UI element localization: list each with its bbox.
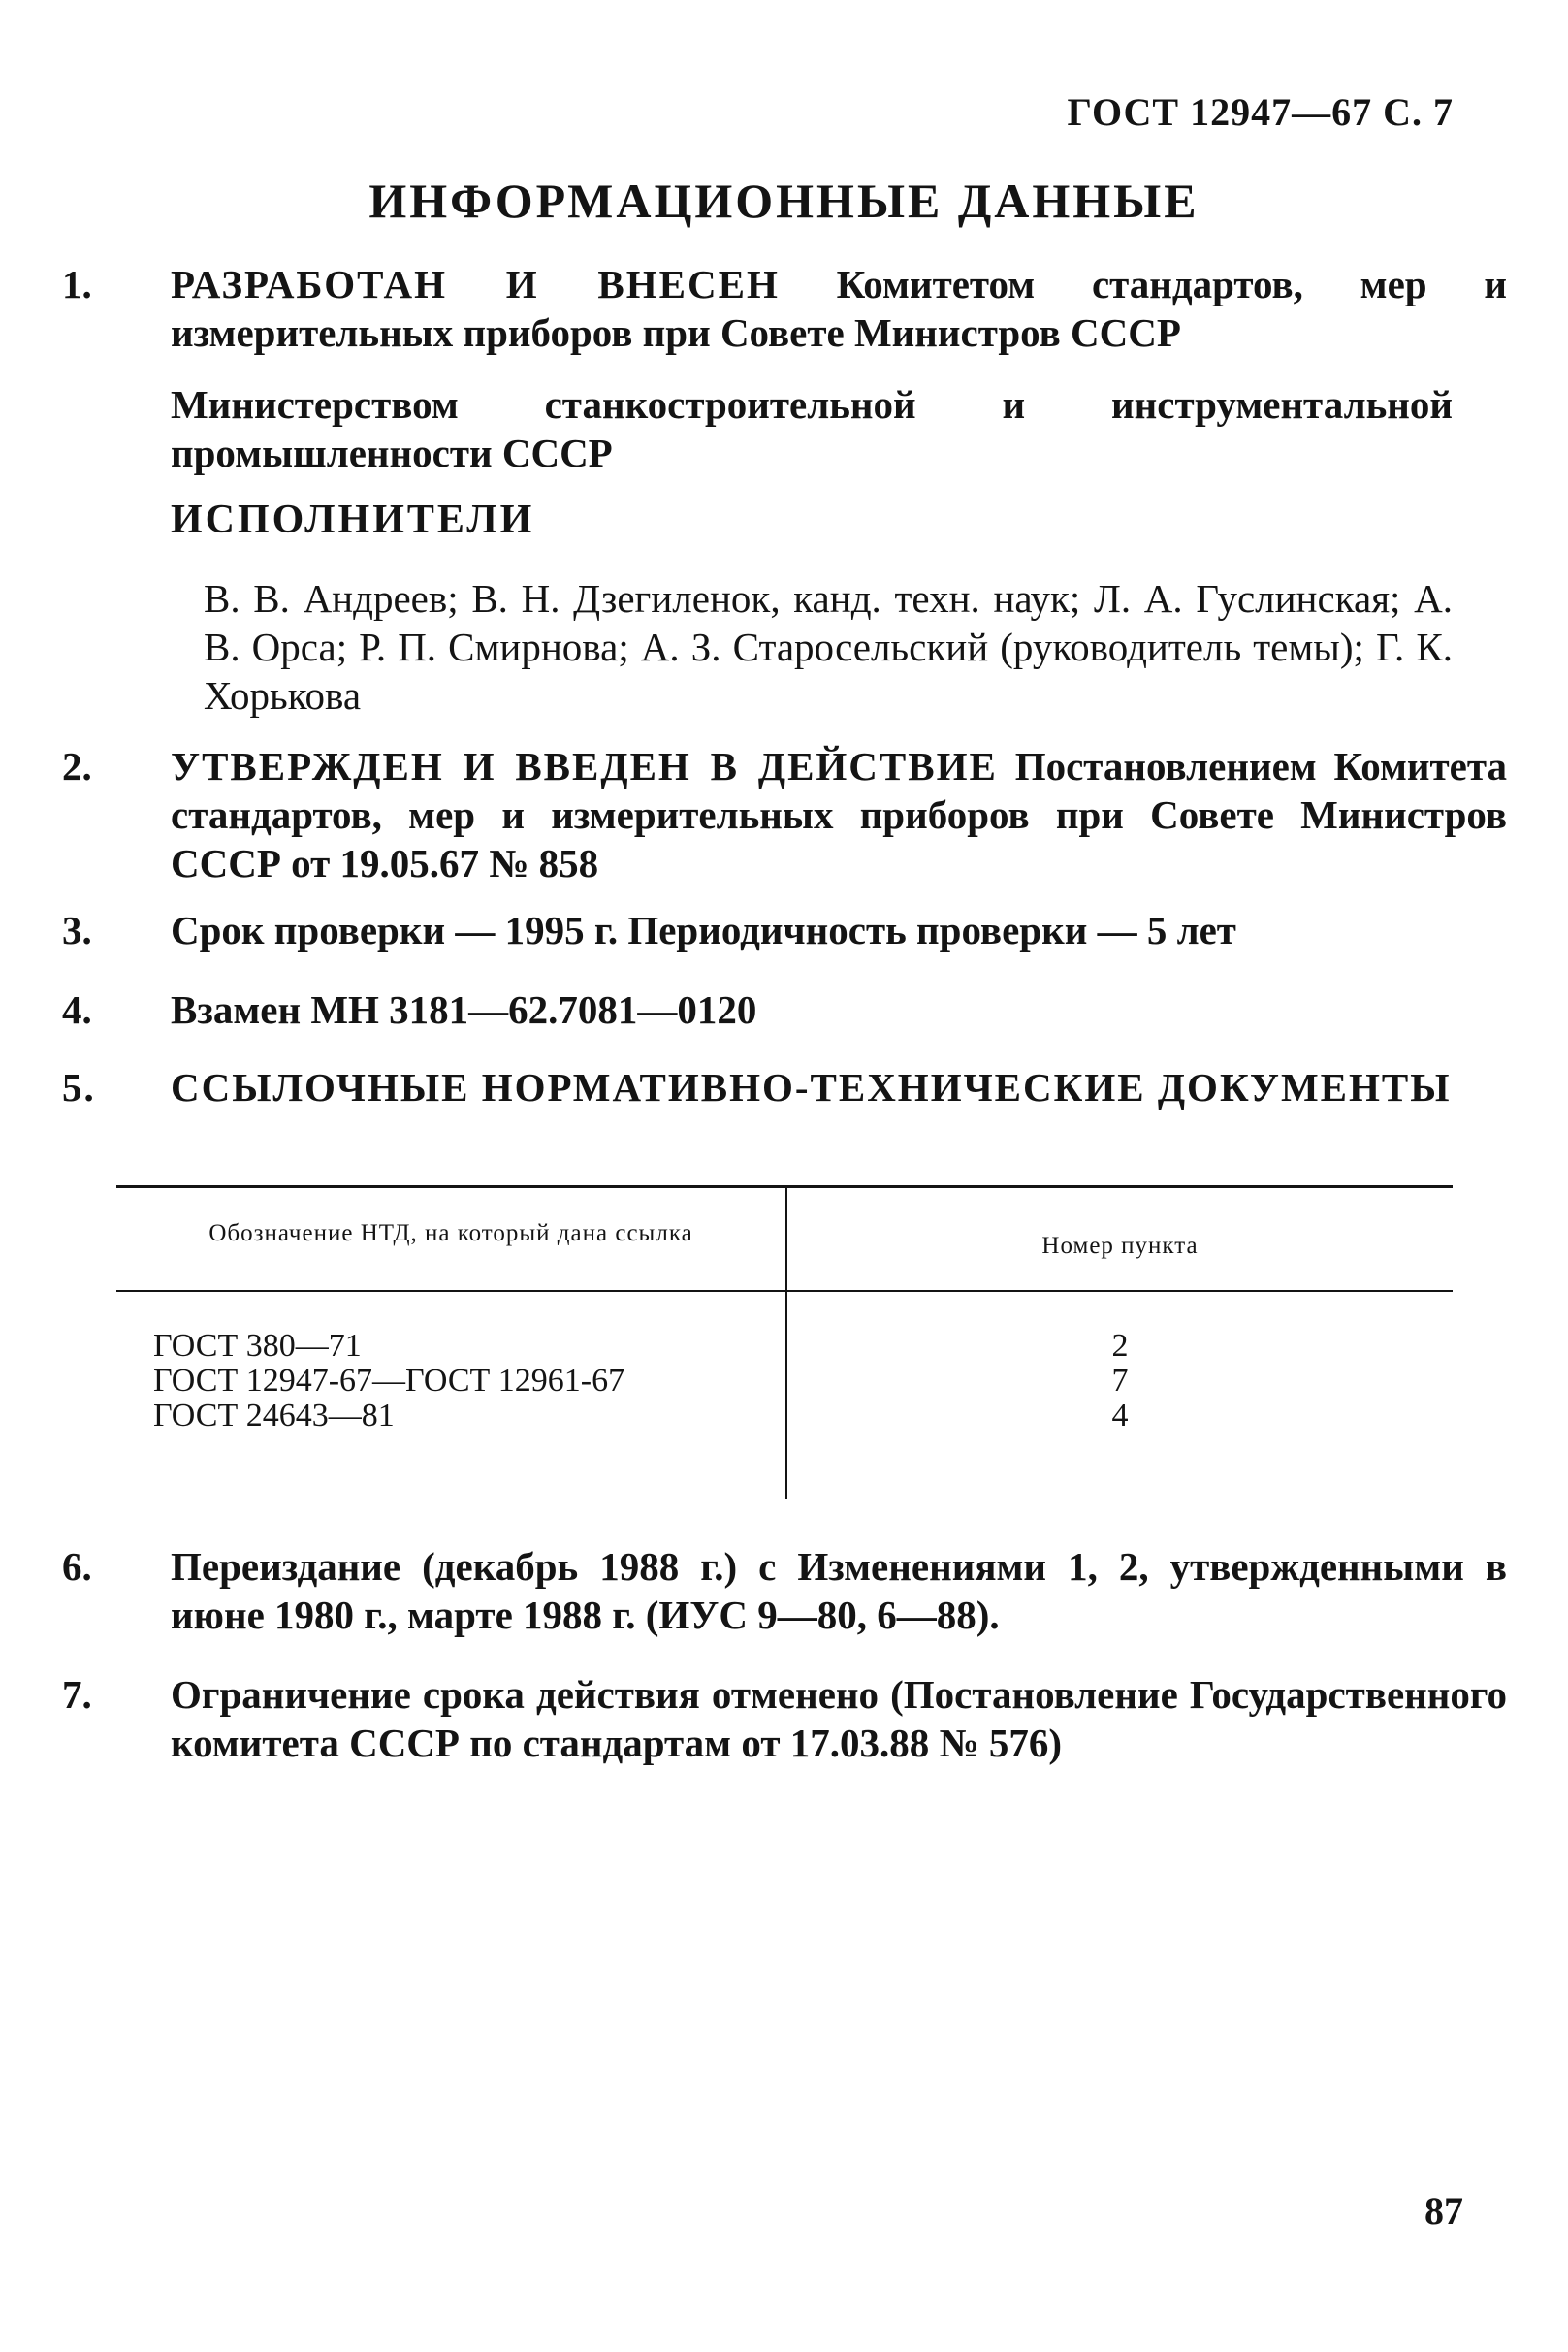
table-row-2-doc: ГОСТ 12947-67—ГОСТ 12961-67 (153, 1363, 625, 1399)
section-5 (62, 1063, 1507, 1112)
table-header-rule (116, 1290, 1453, 1292)
section-4-text: Взамен МН 3181—62.7081—0120 (171, 987, 757, 1032)
section-4-number: 4. (62, 987, 92, 1032)
table-header-doc: Обозначение НТД, на который дана ссылка (208, 1220, 693, 1246)
reference-table (116, 1185, 1453, 1501)
section-7-text: Ограничение срока действия отменено (Постановление Государственного комитета СССР по стандартам от 17.03.88 № 576) (171, 1672, 1507, 1765)
executors-list: В. В. Андреев; В. Н. Дзегиленок, канд. техн. наук; Л. А. Гуслинская; А. В. Орса; Р. П. Смирнова; А. З. Старосельский (руководитель темы); Г. К. Хорькова (204, 576, 1453, 718)
section-1-developer: Министерством станкостроительной и инструментальной промышленности СССР (171, 382, 1453, 475)
header-reference: ГОСТ 12947—67 С. 7 (1067, 90, 1454, 134)
section-6-number: 6. (62, 1544, 92, 1589)
table-top-rule (116, 1185, 1453, 1188)
section-4 (62, 985, 1507, 1034)
section-7-number: 7. (62, 1672, 92, 1717)
executors-heading: ИСПОЛНИТЕЛИ (171, 498, 535, 542)
table-column-divider (785, 1187, 787, 1499)
section-2-number: 2. (62, 744, 92, 789)
section-1 (62, 260, 1507, 357)
section-2 (62, 742, 1507, 887)
section-5-number: 5. (62, 1065, 96, 1110)
section-2-lead: УТВЕРЖДЕН И ВВЕДЕН В ДЕЙСТВИЕ (171, 744, 998, 789)
section-1-number: 1. (62, 262, 92, 306)
table-row-1-item: 2 (1111, 1328, 1129, 1364)
section-6-text: Переиздание (декабрь 1988 г.) с Изменениями 1, 2, утвержденными в июне 1980 г., марте 1988 г. (ИУС 9—80, 6—88). (171, 1544, 1507, 1637)
section-7 (62, 1670, 1507, 1767)
section-6 (62, 1542, 1507, 1639)
section-5-text: ССЫЛОЧНЫЕ НОРМАТИВНО-ТЕХНИЧЕСКИЕ ДОКУМЕНТЫ (171, 1065, 1452, 1110)
section-3-number: 3. (62, 908, 92, 952)
table-header-item: Номер пункта (1041, 1233, 1199, 1259)
table-row-2-item: 7 (1111, 1363, 1129, 1399)
section-3-text: Срок проверки — 1995 г. Периодичность проверки — 5 лет (171, 908, 1236, 952)
table-row-1-doc: ГОСТ 380—71 (153, 1328, 362, 1364)
section-1-lead: РАЗРАБОТАН И ВНЕСЕН (171, 262, 780, 306)
section-3 (62, 906, 1507, 954)
table-row-3-item: 4 (1111, 1398, 1129, 1434)
section-1-text: Комитетом стандартов, мер и измерительных приборов при Совете Министров СССР (171, 262, 1507, 355)
section-2-text: Постановлением Комитета стандартов, мер и измерительных приборов при Совете Министров СССР от 19.05.67 № 858 (171, 744, 1507, 886)
table-row-3-doc: ГОСТ 24643—81 (153, 1398, 395, 1434)
page-title: ИНФОРМАЦИОННЫЕ ДАННЫЕ (368, 174, 1200, 228)
page-number: 87 (1424, 2189, 1463, 2233)
